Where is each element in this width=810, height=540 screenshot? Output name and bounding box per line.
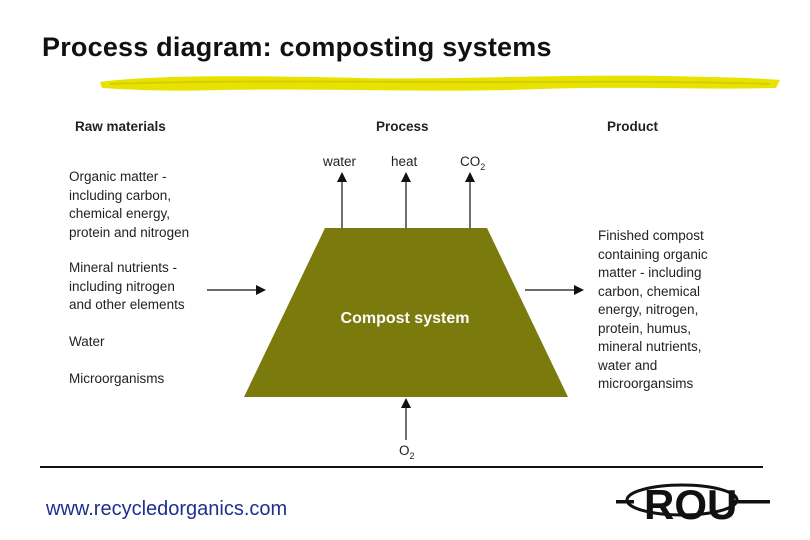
co2-subscript: 2: [480, 162, 486, 172]
logo-text: ROU: [644, 481, 738, 528]
product-line: matter - including: [598, 265, 702, 280]
product-line: energy, nitrogen,: [598, 302, 699, 317]
rou-logo: [614, 474, 774, 530]
compost-system-label: Compost system: [340, 310, 470, 327]
water-output-label: water: [323, 154, 357, 169]
product-line: carbon, chemical: [598, 283, 701, 299]
product-description: [598, 227, 708, 394]
raw-organic-line: Organic matter -: [69, 169, 167, 184]
raw-organic-line: including carbon,: [69, 187, 172, 203]
product-line: water and: [598, 357, 658, 373]
website-link[interactable]: www.recycledorganics.com: [46, 498, 288, 520]
product-line: Finished compost: [598, 228, 704, 243]
product-line: containing organic: [598, 246, 708, 262]
product-header: Product: [607, 119, 659, 134]
o2-subscript: 2: [409, 451, 415, 461]
raw-organic-line: protein and nitrogen: [69, 224, 190, 240]
raw-microorganisms: Microorganisms: [69, 371, 165, 386]
co2-main: CO: [460, 154, 481, 169]
raw-materials-header: Raw materials: [75, 119, 166, 134]
slide-title: Process diagram: composting systems: [42, 32, 552, 62]
product-line: microorgansims: [598, 376, 694, 391]
o2-main: O: [399, 443, 410, 458]
heat-output-label: heat: [391, 154, 418, 169]
raw-water: Water: [69, 334, 105, 349]
product-line: mineral nutrients,: [598, 339, 702, 354]
raw-mineral-line: Mineral nutrients -: [69, 260, 178, 275]
raw-organic-line: chemical energy,: [69, 206, 171, 221]
process-header: Process: [376, 119, 429, 134]
raw-mineral-line: and other elements: [69, 297, 185, 312]
o2-input-label: [399, 443, 415, 461]
raw-mineral-line: including nitrogen: [69, 278, 175, 294]
product-line: protein, humus,: [598, 320, 692, 336]
footer-divider: [40, 466, 763, 468]
co2-output-label: [460, 154, 486, 172]
